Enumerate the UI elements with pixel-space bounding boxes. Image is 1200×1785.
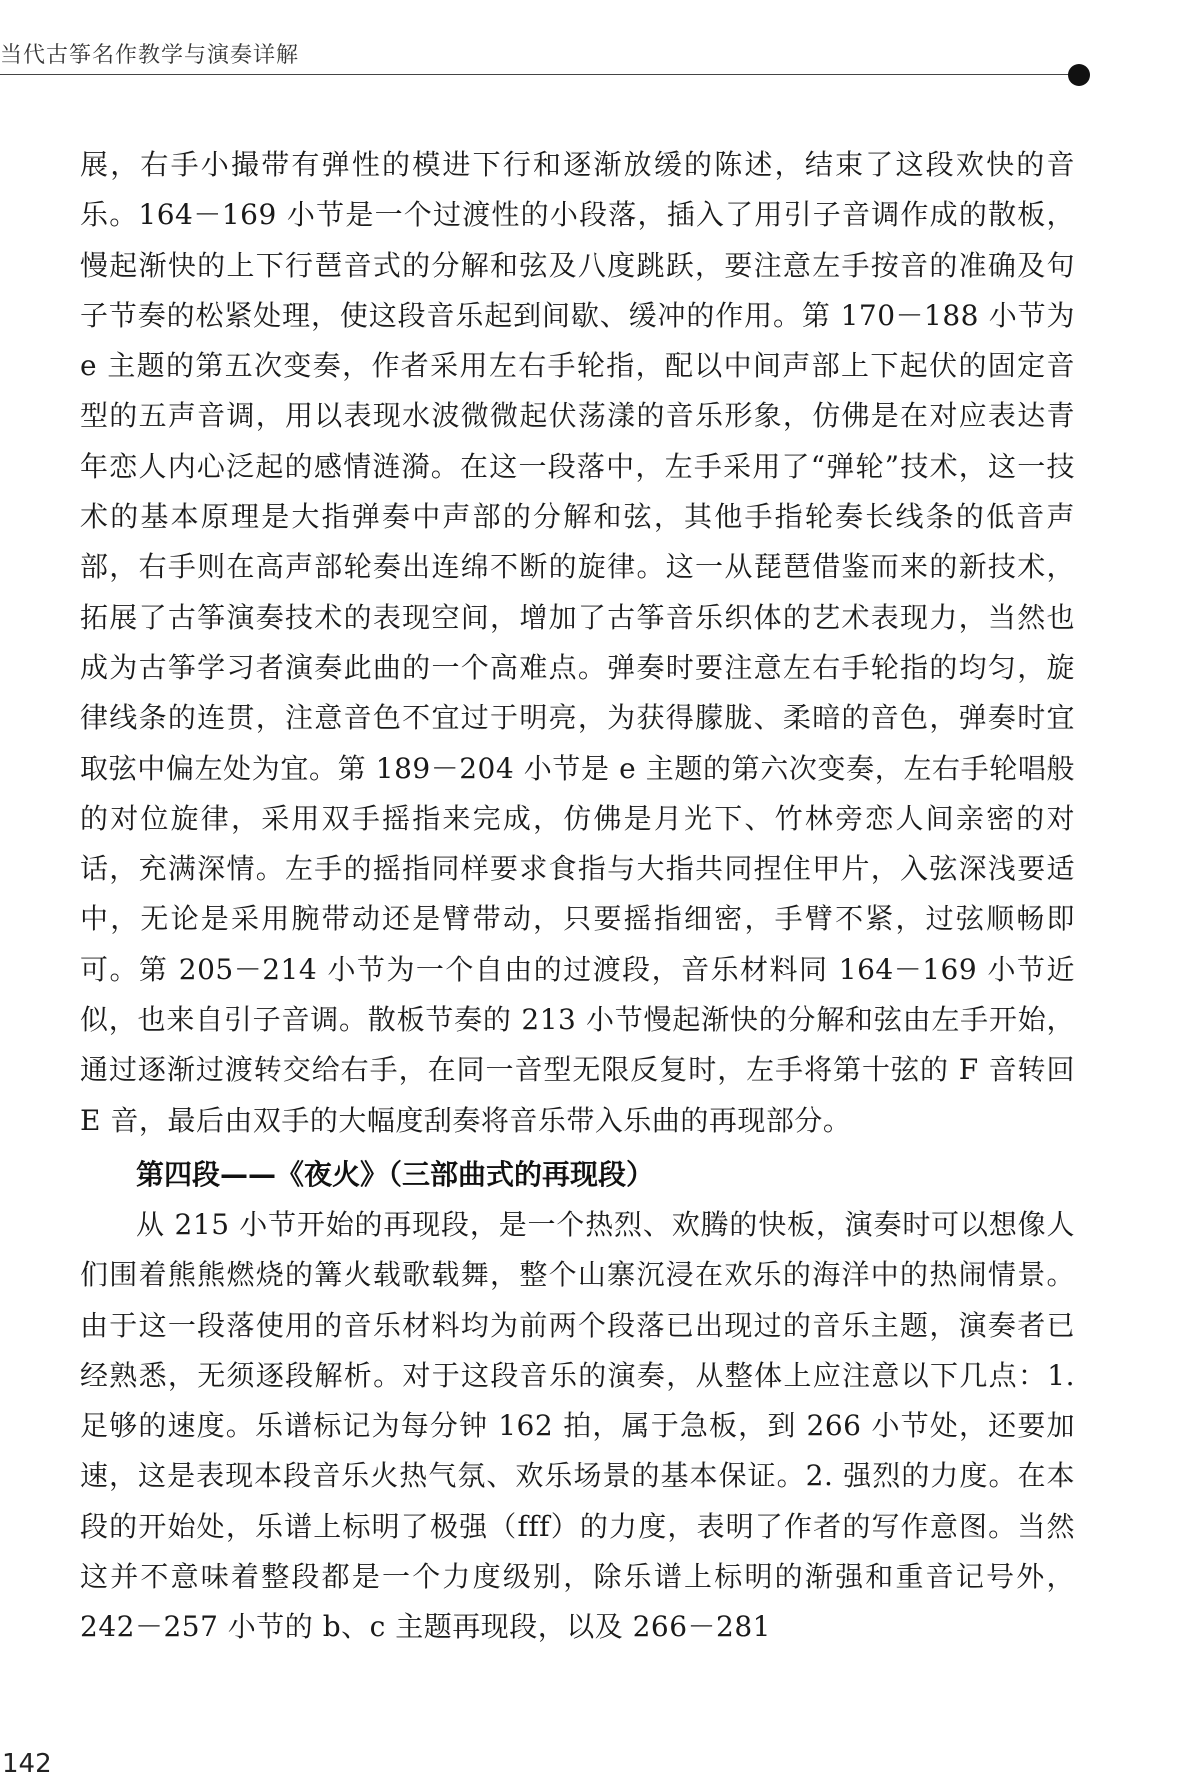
section-heading: 第四段——《夜火》（三部曲式的再现段）: [136, 1157, 655, 1191]
running-header-title: 当代古筝名作教学与演奏详解: [0, 43, 300, 68]
paragraph-recapitulation: 从 215 小节开始的再现段，是一个热烈、欢腾的快板，演奏时可以想像人们围着熊熊燃烧的篝火载歌载舞，整个山寨沉浸在欢乐的海洋中的热闹情景。由于这一段落使用的音乐材料均为前两个段落已出现过的音乐主题，演奏者已经熟悉，无须逐段解析。对于这段音乐的演奏，从整体上应注意以下几点：1. 足够的速度。乐谱标记为每分钟 162 拍，属于急板，到 266 小节处，还要加速，这是表现本段音乐火热气氛、欢乐场景的基本保证。2. 强烈的力度。在本段的开始处，乐谱上标明了极强（fff）的力度，表明了作者的写作意图。当然这并不意味着整段都是一个力度级别，除乐谱上标明的渐强和重音记号外，242－257 小节的 b、c 主题再现段，以及 266－281: [80, 1207, 1075, 1644]
header-dot-ornament: [1068, 64, 1090, 86]
header-rule: [0, 74, 1070, 75]
page-number: 142: [2, 1749, 52, 1779]
paragraph-continuation: 展，右手小撮带有弹性的模进下行和逐渐放缓的陈述，结束了这段欢快的音乐。164－169 小节是一个过渡性的小段落，插入了用引子音调作成的散板，慢起渐快的上下行琶音式的分解和弦及八度跳跃，要注意左手按音的准确及句子节奏的松紧处理，使这段音乐起到间歇、缓冲的作用。第 170－188 小节为 e 主题的第五次变奏，作者采用左右手轮指，配以中间声部上下起伏的固定音型的五声音调，用以表现水波微微起伏荡漾的音乐形象，仿佛是在对应表达青年恋人内心泛起的感情涟漪。在这一段落中，左手采用了“弹轮”技术，这一技术的基本原理是大指弹奏中声部的分解和弦，其他手指轮奏长线条的低音声部，右手则在高声部轮奏出连绵不断的旋律。这一从琵琶借鉴而来的新技术，拓展了古筝演奏技术的表现空间，增加了古筝音乐织体的艺术表现力，当然也成为古筝学习者演奏此曲的一个高难点。弹奏时要注意左右手轮指的均匀，旋律线条的连贯，注意音色不宜过于明亮，为获得朦胧、柔暗的音色，弹奏时宜取弦中偏左处为宜。第 189－204 小节是 e 主题的第六次变奏，左右手轮唱般的对位旋律，采用双手摇指来完成，仿佛是月光下、竹林旁恋人间亲密的对话，充满深情。左手的摇指同样要求食指与大指共同捏住甲片，入弦深浅要适中，无论是采用腕带动还是臂带动，只要摇指细密，手臂不紧，过弦顺畅即可。第 205－214 小节为一个自由的过渡段，音乐材料同 164－169 小节近似，也来自引子音调。散板节奏的 213 小节慢起渐快的分解和弦由左手开始，通过逐渐过渡转交给右手，在同一音型无限反复时，左手将第十弦的 F 音转回 E 音，最后由双手的大幅度刮奏将音乐带入乐曲的再现部分。: [80, 148, 1075, 1137]
body-text: [80, 140, 1075, 1653]
